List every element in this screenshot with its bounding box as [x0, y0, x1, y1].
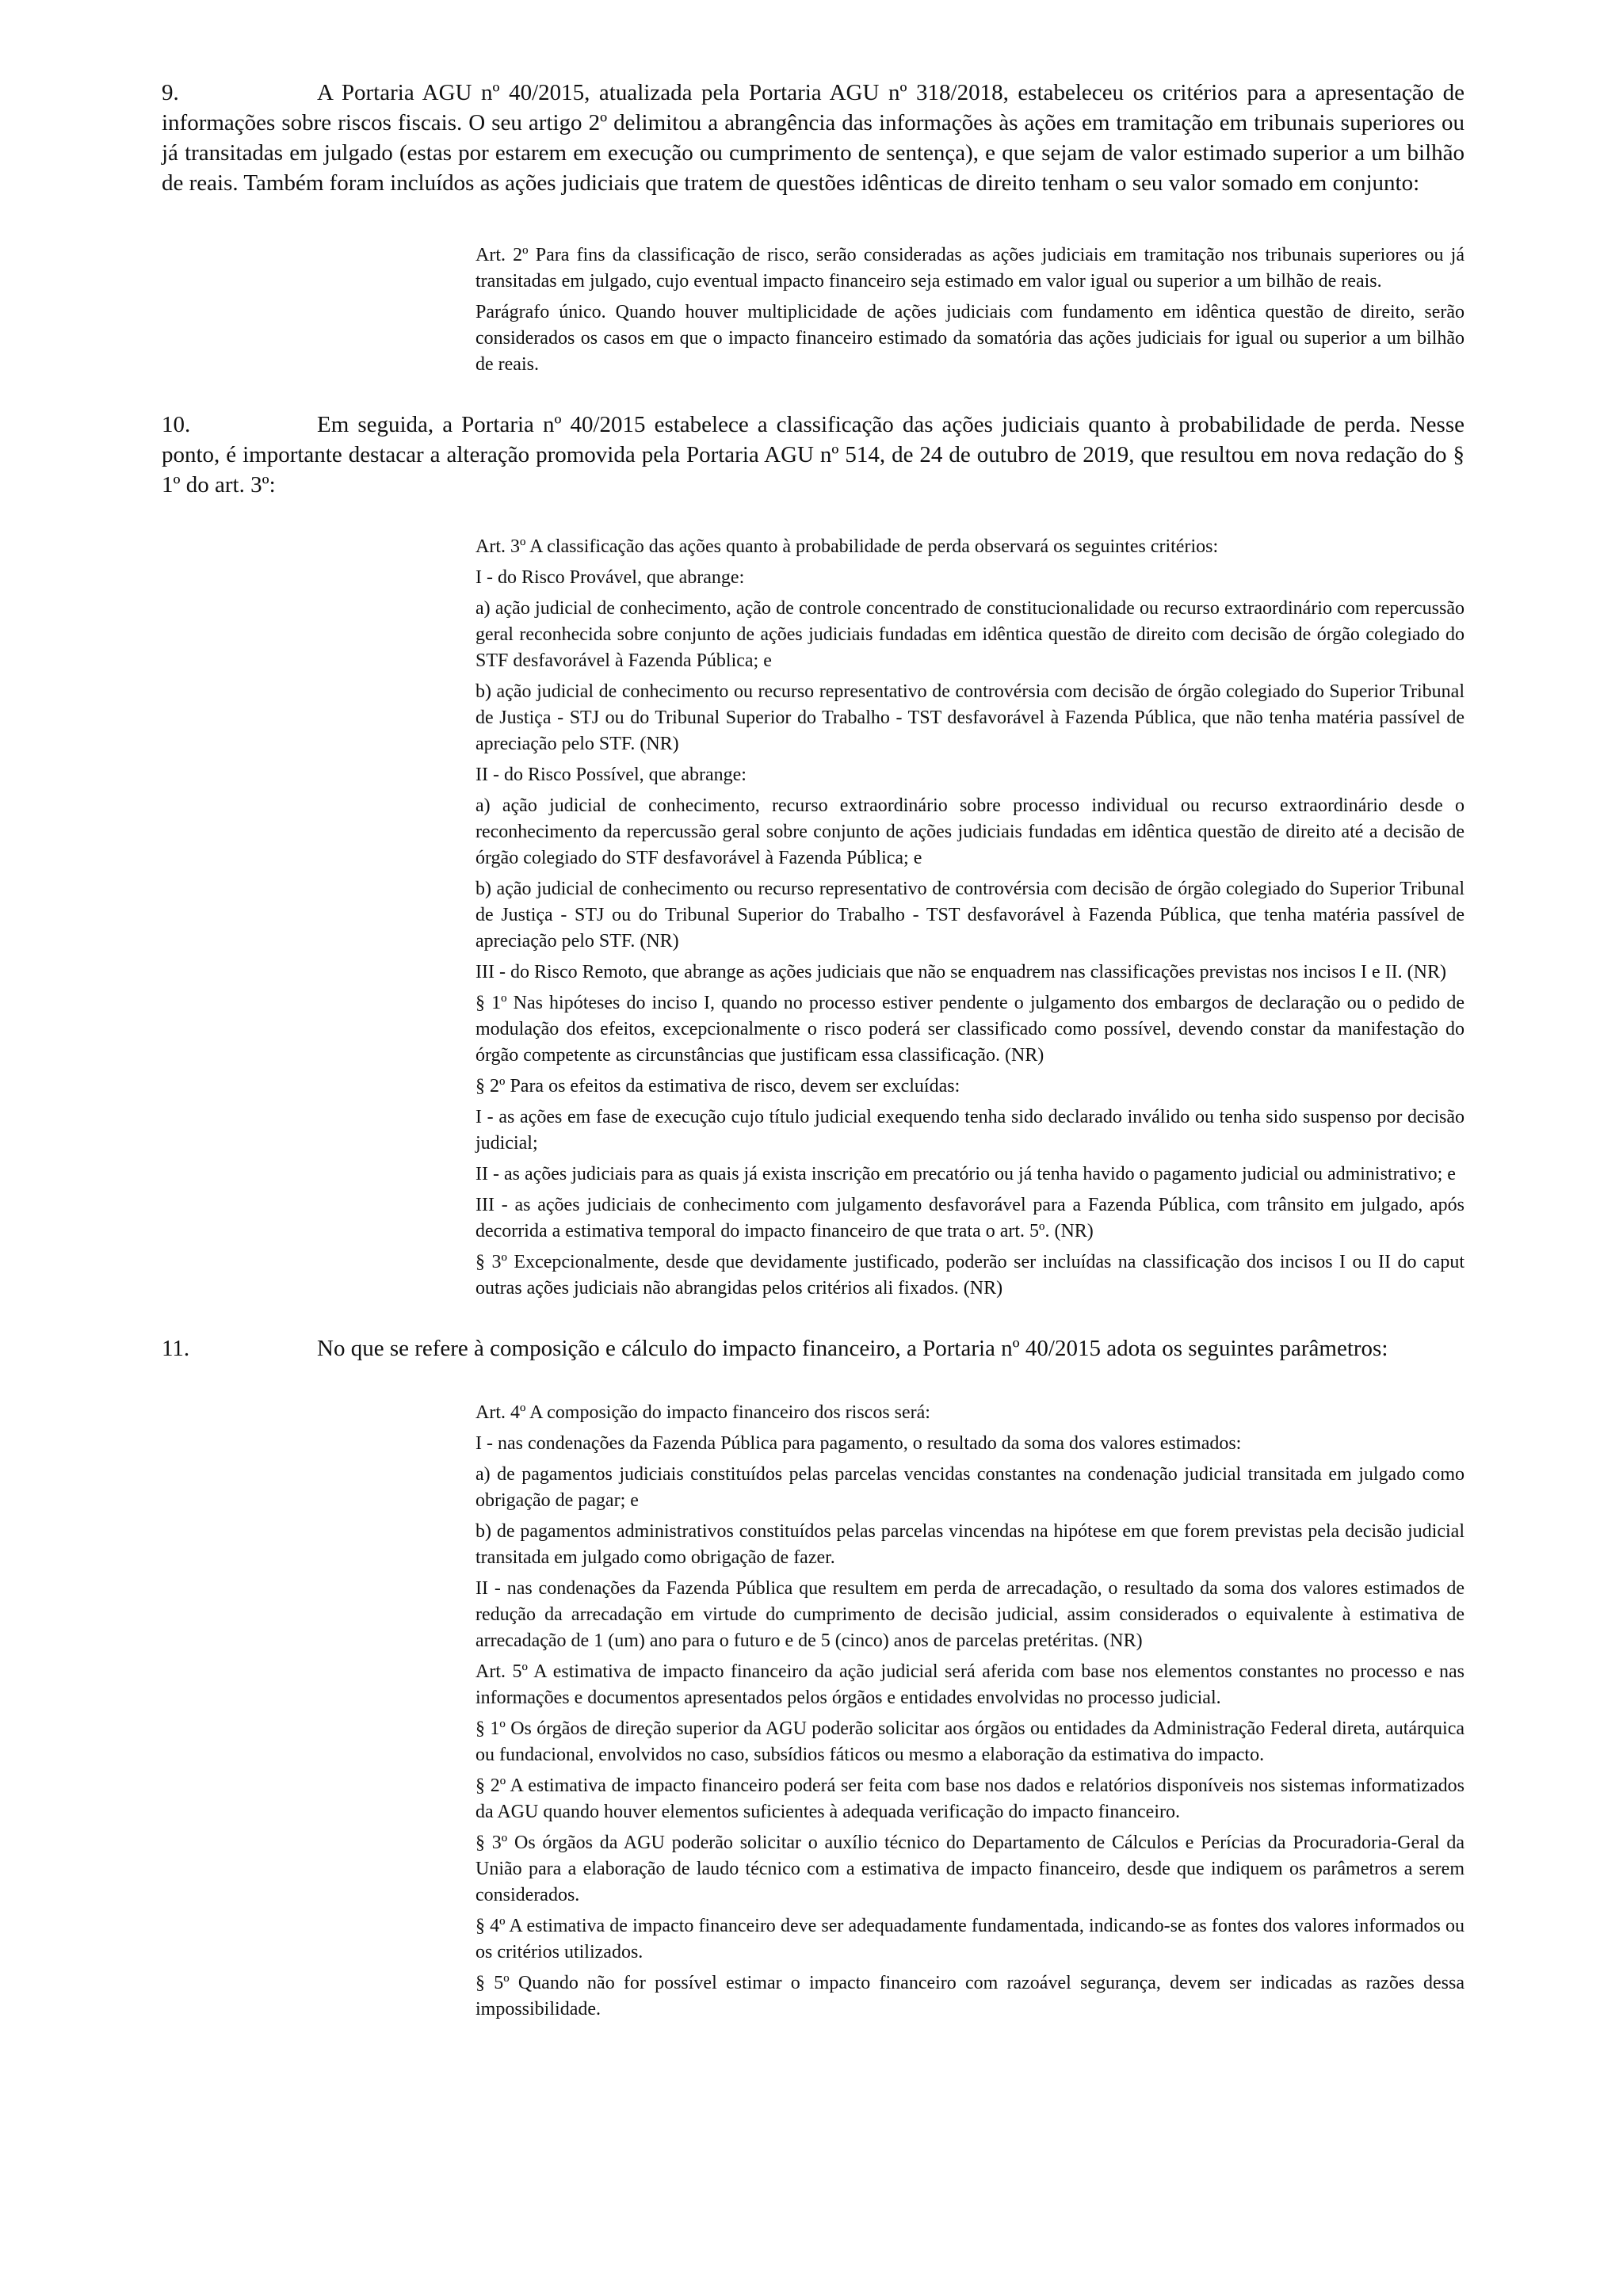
quote-line: I - nas condenações da Fazenda Pública para pagamento, o resultado da soma dos valores estimados: — [475, 1433, 1242, 1454]
quotation-art-4-5 — [475, 1400, 1465, 2023]
quotation-art-2 — [475, 242, 1465, 378]
quote-line: III - do Risco Remoto, que abrange as ações judiciais que não se enquadrem nas classificações previstas nos incisos I e II. (NR) — [475, 962, 1446, 982]
quote-line: Art. 3º A classificação das ações quanto à probabilidade de perda observará os seguintes critérios: — [475, 536, 1219, 557]
paragraph-text: No que se refere à composição e cálculo do impacto financeiro, a Portaria nº 40/2015 adota os seguintes parâmetros: — [317, 1336, 1388, 1361]
quote-line: § 3º Os órgãos da AGU poderão solicitar o auxílio técnico do Departamento de Cálculos e Perícias da Procuradoria-Geral da União para a elaboração de laudo técnico com a estimativa de impacto financeiro, desde que indiquem os parâmetros a serem considerados. — [475, 1833, 1465, 1905]
quote-line: § 1º Nas hipóteses do inciso I, quando no processo estiver pendente o julgamento dos embargos de declaração ou o pedido de modulação dos efeitos, excepcionalmente o risco poderá ser classificado como possível, devendo constar da manifestação do órgão competente as circunstâncias que justificam essa classificação. (NR) — [475, 993, 1465, 1066]
quote-line: I - as ações em fase de execução cujo título judicial exequendo tenha sido declarado inválido ou tenha sido suspenso por decisão judicial; — [475, 1107, 1465, 1154]
quote-line: II - nas condenações da Fazenda Pública que resultem em perda de arrecadação, o resultado da soma dos valores estimados de redução da arrecadação em virtude do cumprimento de decisão judicial, assim considerados o equivalente à estimativa de arrecadação de 1 (um) ano para o futuro e de 5 (cinco) anos de parcelas pretéritas. (NR) — [475, 1578, 1465, 1651]
quote-line: § 2º Para os efeitos da estimativa de risco, devem ser excluídas: — [475, 1076, 960, 1097]
paragraph-number: 10. — [162, 412, 191, 437]
paragraph-9 — [162, 78, 1465, 198]
quote-line: a) ação judicial de conhecimento, recurso extraordinário sobre processo individual ou recurso extraordinário desde o reconhecimento da repercussão geral sobre conjunto de ações judiciais fundadas em idêntica questão de direito até a decisão de órgão colegiado do STF desfavorável à Fazenda Pública; e — [475, 795, 1465, 868]
quote-line: b) ação judicial de conhecimento ou recurso representativo de controvérsia com decisão de órgão colegiado do Superior Tribunal de Justiça - STJ ou do Tribunal Superior do Trabalho - TST desfavorável à Fazenda Pública, que tenha matéria passível de apreciação pelo STF. (NR) — [475, 879, 1465, 952]
quote-line: § 5º Quando não for possível estimar o impacto financeiro com razoável segurança, devem ser indicadas as razões dessa impossibilidade. — [475, 1973, 1465, 2019]
paragraph-number: 11. — [162, 1336, 190, 1361]
quote-line: I - do Risco Provável, que abrange: — [475, 567, 745, 588]
quote-line: a) de pagamentos judiciais constituídos pelas parcelas vencidas constantes na condenação judicial transitada em julgado como obrigação de pagar; e — [475, 1464, 1465, 1511]
paragraph-text: A Portaria AGU nº 40/2015, atualizada pela Portaria AGU nº 318/2018, estabeleceu os critérios para a apresentação de informações sobre riscos fiscais. O seu artigo 2º delimitou a abrangência das informações às ações em tramitação em tribunais superiores ou já transitadas em julgado (estas por estarem em execução ou cumprimento de sentença), e que sejam de valor estimado superior a um bilhão de reais. Também foram incluídos as ações judiciais que tratem de questões idênticas de direito tenham o seu valor somado em conjunto: — [162, 80, 1465, 196]
paragraph-number: 9. — [162, 80, 179, 105]
quote-line: II - do Risco Possível, que abrange: — [475, 765, 747, 785]
quote-line: III - as ações judiciais de conhecimento com julgamento desfavorável para a Fazenda Pública, com trânsito em julgado, após decorrida a estimativa temporal do impacto financeiro de que trata o art. 5º. (NR) — [475, 1195, 1465, 1241]
quote-line: Art. 2º Para fins da classificação de risco, serão consideradas as ações judiciais em tramitação nos tribunais superiores ou já transitadas em julgado, cujo eventual impacto financeiro seja estimado em valor igual ou superior a um bilhão de reais. — [475, 245, 1465, 292]
quote-line: § 1º Os órgãos de direção superior da AGU poderão solicitar aos órgãos ou entidades da Administração Federal direta, autárquica ou fundacional, envolvidos no caso, subsídios fáticos ou mesmo a elaboração da estimativa do impacto. — [475, 1718, 1465, 1765]
paragraph-11 — [162, 1333, 1465, 1363]
quote-line: Art. 5º A estimativa de impacto financeiro da ação judicial será aferida com base nos elementos constantes no processo e nas informações e documentos apresentados pelos órgãos e entidades envolvidas no processo judicial. — [475, 1661, 1465, 1708]
paragraph-text: Em seguida, a Portaria nº 40/2015 estabelece a classificação das ações judiciais quanto à probabilidade de perda. Nesse ponto, é importante destacar a alteração promovida pela Portaria AGU nº 514, de 24 de outubro de 2019, que resultou em nova redação do § 1º do art. 3º: — [162, 412, 1465, 498]
quote-line: Parágrafo único. Quando houver multiplicidade de ações judiciais com fundamento em idêntica questão de direito, serão considerados os casos em que o impacto financeiro estimado da somatória das ações judiciais for igual ou superior a um bilhão de reais. — [475, 302, 1465, 375]
quote-line: b) de pagamentos administrativos constituídos pelas parcelas vincendas na hipótese em que forem previstas pela decisão judicial transitada em julgado como obrigação de fazer. — [475, 1521, 1465, 1568]
quote-line: § 4º A estimativa de impacto financeiro deve ser adequadamente fundamentada, indicando-se as fontes dos valores informados ou os critérios utilizados. — [475, 1916, 1465, 1962]
quotation-art-3 — [475, 534, 1465, 1302]
quote-line: b) ação judicial de conhecimento ou recurso representativo de controvérsia com decisão de órgão colegiado do Superior Tribunal de Justiça - STJ ou do Tribunal Superior do Trabalho - TST desfavorável à Fazenda Pública, que não tenha matéria passível de apreciação pelo STF. (NR) — [475, 681, 1465, 754]
document-page — [162, 63, 1465, 2027]
quote-line: § 3º Excepcionalmente, desde que devidamente justificado, poderão ser incluídas na classificação dos incisos I ou II do caput outras ações judiciais não abrangidas pelos critérios ali fixados. (NR) — [475, 1252, 1465, 1299]
quote-line: Art. 4º A composição do impacto financeiro dos riscos será: — [475, 1402, 930, 1423]
quote-line: § 2º A estimativa de impacto financeiro poderá ser feita com base nos dados e relatórios disponíveis nos sistemas informatizados da AGU quando houver elementos suficientes à adequada verificação do impacto financeiro. — [475, 1775, 1465, 1822]
paragraph-10 — [162, 410, 1465, 500]
quote-line: II - as ações judiciais para as quais já exista inscrição em precatório ou já tenha havido o pagamento judicial ou administrativo; e — [475, 1164, 1456, 1184]
quote-line: a) ação judicial de conhecimento, ação de controle concentrado de constitucionalidade ou recurso extraordinário com repercussão geral reconhecida sobre conjunto de ações judiciais fundadas em idêntica questão de direito com decisão de órgão colegiado do STF desfavorável à Fazenda Pública; e — [475, 598, 1465, 671]
